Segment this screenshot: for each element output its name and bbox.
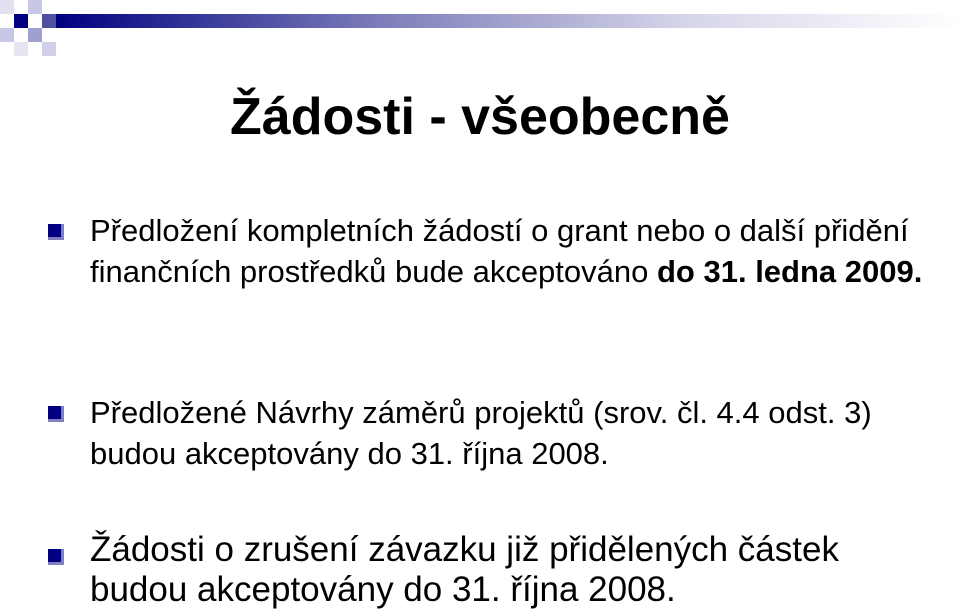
bullet-text-main: Předložení kompletních žádostí o grant nebo o další přidění finančních prostředků bude akceptováno <box>90 213 909 289</box>
bullet-text: Předložené Návrhy záměrů projektů (srov. čl. 4.4 odst. 3) budou akceptovány do 31. října 2008. <box>90 395 872 471</box>
bullet-text: Žádosti o zrušení závazku již přidělených částek budou akceptovány do 31. října 2008. <box>90 530 839 609</box>
slide-title: Žádosti - všeobecně <box>230 88 730 146</box>
bullet-text-emphasis: do 31. ledna 2009. <box>657 254 923 289</box>
square-bullet-icon <box>48 406 64 422</box>
square-bullet-icon <box>48 549 64 565</box>
bullet-text <box>90 210 940 292</box>
square-bullet-icon <box>48 224 64 240</box>
